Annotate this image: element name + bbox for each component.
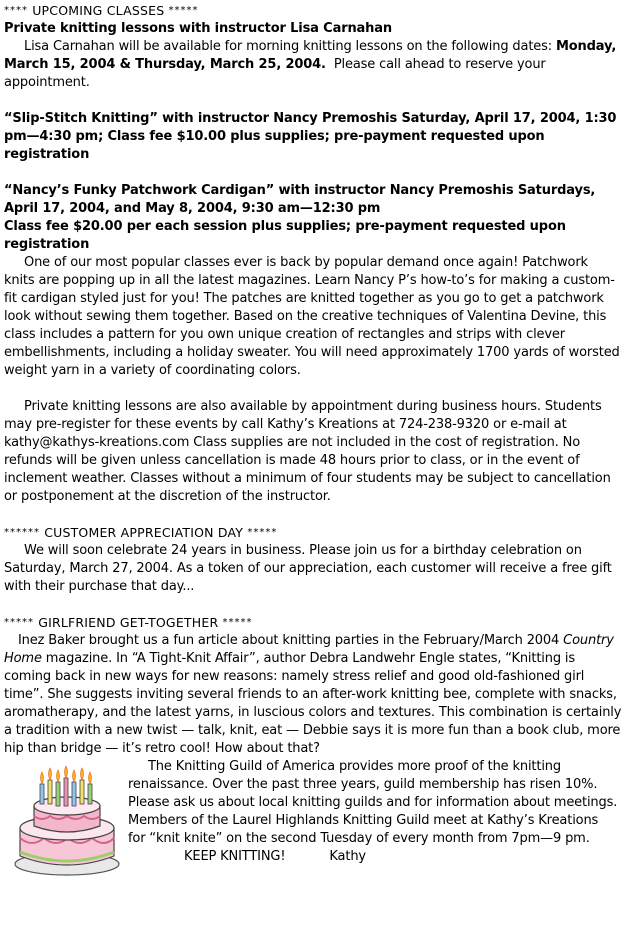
heading-text: CUSTOMER APPRECIATION DAY — [44, 525, 244, 540]
heading-stars: ***** — [4, 617, 34, 628]
heading-stars: ***** — [222, 617, 253, 628]
guild-text-block — [128, 758, 618, 866]
private-lessons-intro: Lisa Carnahan will be available for morning knitting lessons on the following dates: — [24, 39, 552, 54]
appreciation-day-heading — [4, 524, 622, 542]
cardigan-class-description: One of our most popular classes ever is back by popular demand once again! Patchwork knits are popping up in all the latest magazines. Learn Nancy P’s how-to’s for making a custom-fit cardigan styled just for you! The patches are knitted together as you go to get a patchwork look without sewing them together. Based on the creative techniques of Valentina Devine, this class includes a pattern for you own unique creation of rectangles and strips with clever embellishments, including a holiday sweater. You will need approximately 1700 yards of worsted weight yarn in a variety of coordinating colors. — [4, 255, 620, 378]
signature: Kathy — [329, 849, 366, 864]
magazine-title: Country Home — [4, 633, 614, 666]
girlfriend-body — [4, 632, 622, 758]
keep-knitting: KEEP KNITTING! — [184, 849, 286, 864]
slip-stitch-class: “Slip-Stitch Knitting” with instructor Nancy Premoshis Saturday, April 17, 2004, 1:30 pm—4:30 pm; Class fee $10.00 plus supplies; pre-payment requested upon registration — [4, 111, 617, 162]
heading-stars: ****** — [4, 527, 40, 538]
birthday-cake-icon — [12, 760, 122, 878]
closing-signoff — [184, 848, 618, 866]
heading-stars: ***** — [168, 5, 199, 16]
cardigan-class-fee: Class fee $20.00 per each session plus supplies; pre-payment requested upon registration — [4, 219, 566, 252]
guild-section — [4, 758, 622, 892]
private-lessons-paragraph — [4, 38, 622, 92]
girlfriend-body-part1: Inez Baker brought us a fun article about knitting parties in the February/March 2004 — [18, 633, 560, 648]
cardigan-class-title: “Nancy’s Funky Patchwork Cardigan” with instructor Nancy Premoshis Saturdays, April 17, 2004, and May 8, 2004, 9:30 am—12:30 pm — [4, 183, 596, 216]
upcoming-classes-heading — [4, 2, 622, 20]
private-lessons-title: Private knitting lessons with instructor Lisa Carnahan — [4, 21, 393, 36]
heading-text: GIRLFRIEND GET-TOGETHER — [38, 615, 219, 630]
girlfriend-heading — [4, 614, 622, 632]
newsletter-page — [4, 2, 622, 892]
heading-stars: **** — [4, 5, 28, 16]
heading-stars: ***** — [247, 527, 278, 538]
private-lessons-call: Please call ahead to reserve your appointment. — [4, 57, 546, 90]
appreciation-day-body: We will soon celebrate 24 years in business. Please join us for a birthday celebration on Saturday, March 27, 2004. As a token of our appreciation, each customer will receive a free gift with their purchase that day... — [4, 543, 612, 594]
heading-text: UPCOMING CLASSES — [32, 3, 165, 18]
lessons-registration-info: Private knitting lessons are also available by appointment during business hours. Students may pre-register for these events by call Kathy’s Kreations at 724-238-9320 or e-mail at kathy@kathys-kreations.com Class supplies are not included in the cost of registration. No refunds will be given unless cancellation is made 48 hours prior to class, or in the event of inclement weather. Classes without a minimum of four students may be subject to cancellation or postponement at the discretion of the instructor. — [4, 399, 611, 504]
knitting-guild-paragraph: The Knitting Guild of America provides more proof of the knitting renaissance. Over the past three years, guild membership has risen 10%. Please ask us about local knitting guilds and for information about meetings. Members of the Laurel Highlands Knitting Guild meet at Kathy’s Kreations for “knit knite” on the second Tuesday of every month from 7pm—9 pm. — [128, 759, 618, 846]
girlfriend-body-part2: magazine. In “A Tight-Knit Affair”, author Debra Landwehr Engle states, “Knitting is coming back in new ways for new reasons: namely stress relief and good old-fashioned girl time”. She suggests inviting several friends to an after-work knitting bee, complete with snacks, aromatherapy, and the latest yarns, in luscious colors and textures. This combination is certainly a tradition with a new twist — talk, knit, eat — Debbie says it is more fun than a book club, more hip than bridge — it’s retro cool! How about that? — [4, 651, 622, 756]
private-lessons-dates: Monday, March 15, 2004 & Thursday, March 25, 2004. — [4, 39, 617, 72]
